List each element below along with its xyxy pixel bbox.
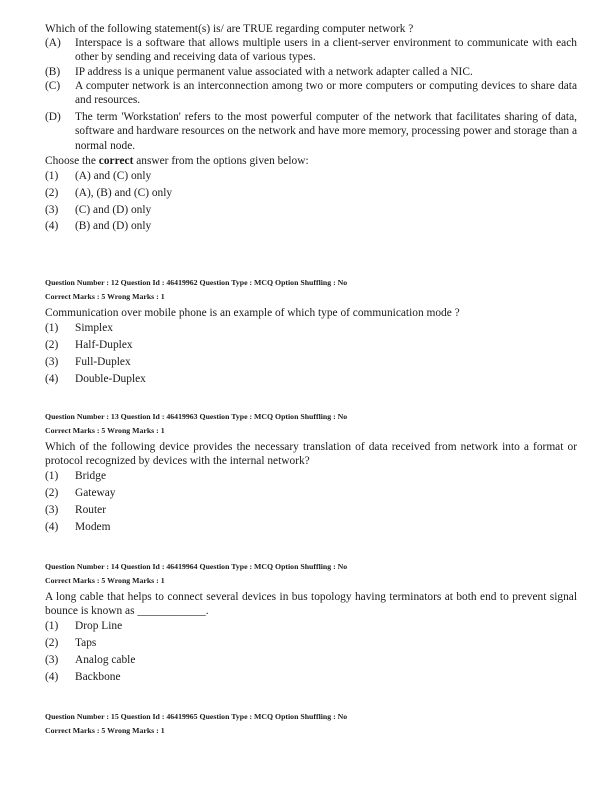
statement-text: Interspace is a software that allows multiple users in a client-server environment to communicate with each other by sending and receiving data of various types. — [75, 37, 577, 64]
option-3[interactable] — [45, 354, 577, 371]
option-2[interactable] — [45, 485, 577, 502]
option-text: (A) and (C) only — [75, 170, 152, 183]
statement-a — [45, 36, 577, 64]
option-2[interactable] — [45, 635, 577, 652]
option-text: Simplex — [75, 322, 113, 335]
question-meta — [45, 410, 577, 438]
option-text: Drop Line — [75, 620, 123, 633]
option-text: Double-Duplex — [75, 372, 146, 385]
option-number: (3) — [45, 203, 59, 216]
option-number: (2) — [45, 186, 59, 199]
option-1[interactable] — [45, 468, 577, 485]
question-stem: Which of the following device provides the necessary translation of data received from network into a format or protocol recognized by devices with the internal network? — [45, 441, 577, 468]
instruction-emphasis: correct — [98, 154, 134, 167]
question-11 — [45, 22, 577, 235]
statement-text: A computer network is an interconnection among two or more computers or computing devices to share data and resources. — [75, 79, 577, 107]
question-meta-line: Question Number : 13 Question Id : 46419963 Question Type : MCQ Option Shuffling : No — [45, 412, 348, 421]
question-stem: Which of the following statement(s) is/ are TRUE regarding computer network ? — [45, 23, 414, 35]
option-3[interactable] — [45, 502, 577, 519]
marks-meta-line: Correct Marks : 5 Wrong Marks : 1 — [45, 292, 165, 301]
question-13 — [45, 410, 577, 536]
option-text: Analog cable — [75, 654, 136, 666]
option-number: (1) — [45, 322, 59, 335]
question-15 — [45, 710, 577, 738]
statement-text: IP address is a unique permanent value associated with a network adapter called a NIC. — [75, 65, 473, 78]
question-meta — [45, 710, 577, 738]
question-12 — [45, 276, 577, 387]
option-2[interactable] — [45, 185, 577, 202]
option-1[interactable] — [45, 618, 577, 635]
statement-label: (B) — [45, 65, 61, 78]
statement-b — [45, 65, 577, 79]
option-text: Backbone — [75, 670, 121, 683]
option-number: (4) — [45, 372, 59, 385]
option-number: (1) — [45, 170, 59, 183]
option-1[interactable] — [45, 320, 577, 337]
option-number: (3) — [45, 504, 59, 516]
option-number: (1) — [45, 620, 59, 633]
instruction-text: Choose the — [45, 154, 99, 167]
option-text: (B) and (D) only — [75, 220, 152, 233]
question-meta-line: Question Number : 12 Question Id : 46419962 Question Type : MCQ Option Shuffling : No — [45, 278, 348, 287]
option-text: (C) and (D) only — [75, 203, 152, 216]
statement-text: The term 'Workstation' refers to the most powerful computer of the network that facilitates sharing of data, software and hardware resources on the network and have more memory, processing power and storage than a normal node. — [75, 111, 577, 152]
option-3[interactable] — [45, 652, 577, 669]
option-number: (2) — [45, 339, 59, 351]
statement-c — [45, 79, 577, 107]
option-4[interactable] — [45, 218, 577, 235]
option-text: Modem — [75, 520, 111, 533]
option-4[interactable] — [45, 669, 577, 686]
option-number: (4) — [45, 520, 59, 533]
statement-label: (A) — [45, 37, 61, 50]
statement-label: (D) — [45, 111, 61, 124]
option-text: Half-Duplex — [75, 339, 133, 351]
marks-meta-line: Correct Marks : 5 Wrong Marks : 1 — [45, 726, 165, 735]
option-text: Bridge — [75, 470, 107, 483]
option-text: (A), (B) and (C) only — [75, 186, 173, 199]
option-text: Router — [75, 504, 107, 516]
marks-meta-line: Correct Marks : 5 Wrong Marks : 1 — [45, 426, 165, 435]
option-2[interactable] — [45, 337, 577, 354]
option-number: (4) — [45, 670, 59, 683]
question-meta-line: Question Number : 14 Question Id : 46419964 Question Type : MCQ Option Shuffling : No — [45, 562, 348, 571]
answer-instruction — [45, 154, 577, 168]
statement-d — [45, 110, 577, 153]
option-number: (2) — [45, 487, 59, 500]
option-3[interactable] — [45, 202, 577, 219]
marks-meta-line: Correct Marks : 5 Wrong Marks : 1 — [45, 576, 165, 585]
option-number: (1) — [45, 470, 59, 483]
option-number: (2) — [45, 637, 59, 650]
statement-label: (C) — [45, 79, 61, 92]
option-number: (3) — [45, 654, 59, 666]
question-14 — [45, 560, 577, 686]
option-text: Full-Duplex — [75, 355, 131, 368]
question-stem: A long cable that helps to connect several devices in bus topology having terminators at both end to prevent signal bounce is known as ____________. — [45, 591, 577, 618]
option-4[interactable] — [45, 371, 577, 388]
option-1[interactable] — [45, 168, 577, 185]
question-meta — [45, 560, 577, 588]
instruction-text: answer from the options given below: — [133, 154, 309, 167]
question-stem: Communication over mobile phone is an example of which type of communication mode ? — [45, 307, 460, 319]
question-meta — [45, 276, 577, 304]
question-meta-line: Question Number : 15 Question Id : 46419965 Question Type : MCQ Option Shuffling : No — [45, 712, 348, 721]
option-4[interactable] — [45, 519, 577, 536]
option-text: Taps — [75, 637, 97, 650]
option-number: (4) — [45, 220, 59, 233]
option-number: (3) — [45, 355, 59, 368]
option-text: Gateway — [75, 487, 116, 500]
